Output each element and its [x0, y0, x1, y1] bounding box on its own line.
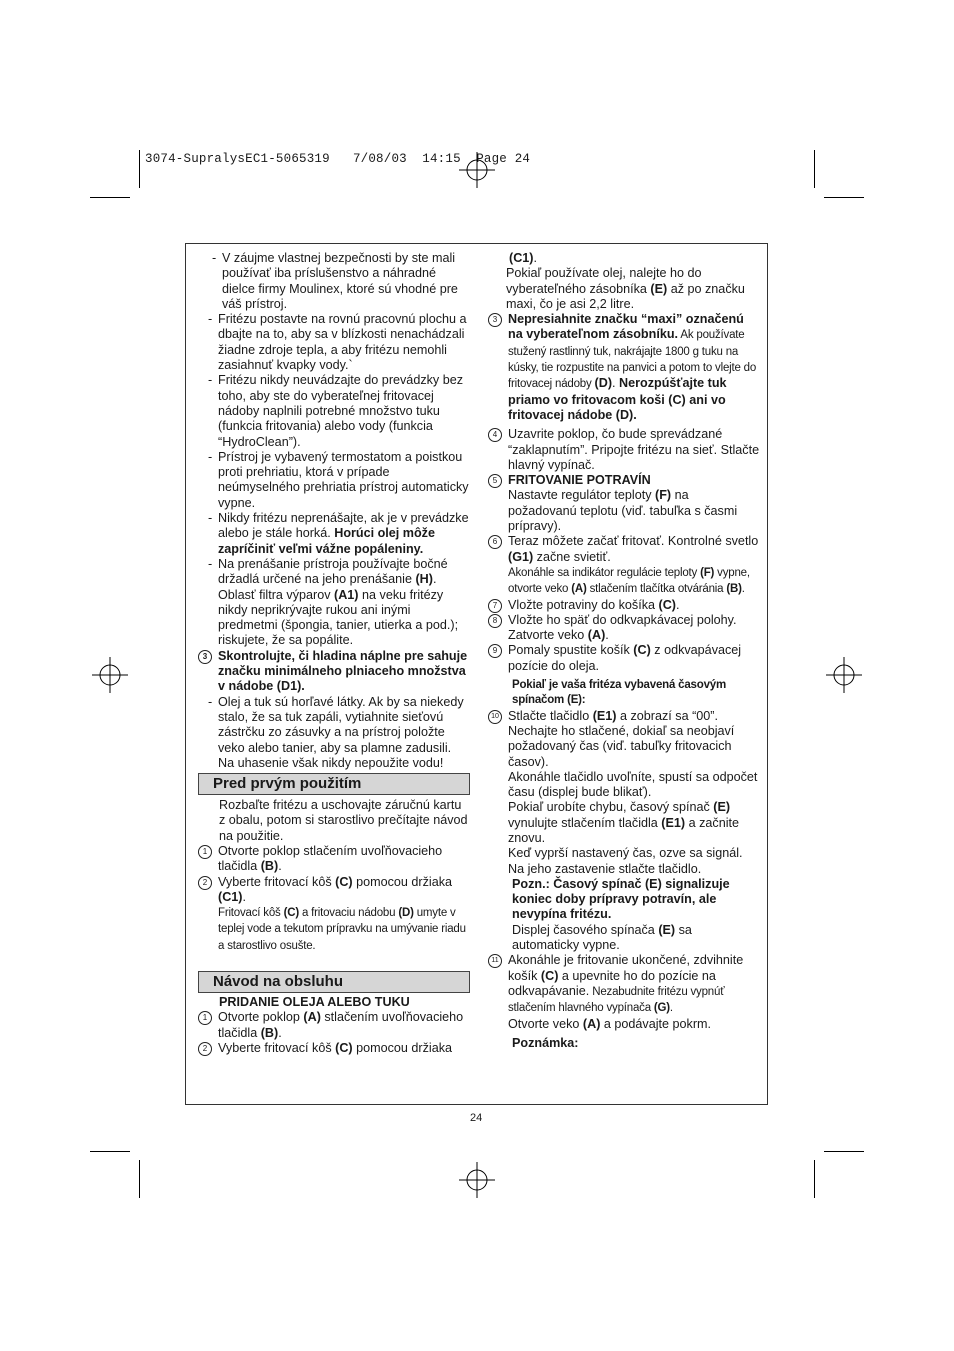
slug-time: 14:15 [422, 152, 461, 166]
numbered-step: 9 Pomaly spustite košík (C) z odkvapávacej pozície do oleja. [488, 643, 760, 674]
registration-mark-icon [92, 657, 128, 693]
step-number-icon: 11 [488, 954, 502, 968]
crop-mark [139, 1160, 140, 1198]
subheading: Pokiaľ je vaša fritéza vybavená časovým spínačom (E): [512, 679, 726, 707]
registration-mark-icon [459, 1162, 495, 1198]
section-heading: Pred prvým použitím [198, 773, 470, 795]
numbered-step: 10 Stlačte tlačidlo (E1) a zobrazí sa “00”. Nechajte ho stlačené, dokiaľ sa neobjaví požadovaný čas (viď. tabuľky fritovacich časov). Akonáhle tlačidlo uvoľníte, spustí sa odpočet času (displej bude blikať). Pokiaľ urobíte chybu, časový spínač (E) vynulujte stlačením tlačidla (E1) a začnite znovu. Keď vyprší nastavený čas, ozve sa signál. Na jeho zastavenie stlačte tlačidlo. [488, 709, 760, 877]
numbered-step: 7 Vložte potraviny do košíka (C). [488, 598, 760, 613]
step-number-icon: 4 [488, 428, 502, 442]
numbered-step: 3 Nepresiahnite značku “maxi” označenú na vyberateľnom zásobníku. Ak používate stužený rastlinný tuk, nakrájajte 1800 g tuku na kúsky, tie rozpustite na panvici a potom to vlejte do fritovacej nádoby (D). Nerozpúšťajte tuk priamo vo fritovacom koši (C) ani vo fritovacej nádobe (D). [488, 312, 760, 423]
step-number-icon: 5 [488, 474, 502, 488]
list-item: - Prístroj je vybavený termostatom a poistkou proti prehriatiu, ktorá v prípade neúmyselného prehriatia prístroj automaticky vypne. [208, 450, 470, 511]
list-item: - V záujme vlastnej bezpečnosti by ste mali používať iba príslušenstvo a náhradné dielce firmy Moulinex, ktoré sú vhodné pre váš prístroj. [212, 251, 470, 312]
page-number: 24 [470, 1112, 483, 1124]
step-number-icon: 9 [488, 644, 502, 658]
note: Pozn.: Časový spínač (E) signalizuje koniec doby prípravy potravín, ale nevypína fritézu. [512, 876, 730, 922]
numbered-step: 11 Akonáhle je fritovanie ukončené, zdvihnite košík (C) a upevnite ho do pozície na odkvapávanie. Nezabudnite fritézu vypnúť stlačením hlavného vypínača (G). Otvorte veko (A) a podávajte pokrm. [488, 953, 760, 1031]
list-item: - Na prenášanie prístroja používajte bočné držadlá určené na jeho prenášanie (H). Oblasť filtra výparov (A1) na veku fritézy nikdy neprikrývajte rukou ani inými predmetmi (špongia, tanier, utierka a pod.); riskujete, že sa popálite. [208, 557, 470, 649]
numbered-step: 3 Skontrolujte, či hladina náplne pre sahuje značku minimálneho plniaceho množstva v nádobe (D1). [198, 649, 470, 695]
step-number-icon: 3 [198, 650, 212, 664]
step-number-icon: 2 [198, 1042, 212, 1056]
numbered-step: 2 Vyberte fritovací kôš (C) pomocou držiaka (C1). Fritovací kôš (C) a fritovaciu nádobu (D) umyte v teplej vode a tekutom prípravku na umývanie riadu a starostlivo osušte. [198, 875, 470, 954]
numbered-step: 6 Teraz môžete začať fritovať. Kontrolné svetlo (G1) začne svietiť. Akonáhle sa indikátor regulácie teploty (F) vypne, otvorte veko (A) stlačením tlačítka otváránia (B). [488, 534, 760, 597]
step-number-icon: 7 [488, 599, 502, 613]
crop-mark [90, 1151, 130, 1152]
list-item: - Nikdy fritézu neprenášajte, ak je v prevádzke alebo je stále horká. Horúci olej môže zapríčiniť veľmi vážne popáleniny. [208, 511, 470, 557]
crop-mark [139, 150, 140, 188]
step-number-icon: 1 [198, 845, 212, 859]
slug-page: Page 24 [476, 152, 531, 166]
registration-mark-icon [459, 152, 495, 188]
crop-mark [824, 1151, 864, 1152]
numbered-step: 8 Vložte ho späť do odkvapkávacej polohy. Zatvorte veko (A). [488, 613, 760, 644]
note-label: Poznámka: [512, 1035, 579, 1050]
step-number-icon: 8 [488, 614, 502, 628]
paragraph: Pokiaľ používate olej, nalejte ho do vyberateľného zásobníka (E) až po značku maxi, čo je asi 2,2 litre. [506, 266, 745, 311]
step-number-icon: 10 [488, 710, 502, 724]
crop-mark [814, 1160, 815, 1198]
paragraph: Displej časového spínača (E) sa automaticky vypne. [512, 922, 692, 953]
paragraph: Rozbaľte fritézu a uschovajte záručnú kartu z obalu, potom si starostlivo prečítajte návod na použitie. [219, 798, 468, 843]
numbered-step: 5 FRITOVANIE POTRAVÍN Nastavte regulátor teploty (F) na požadovanú teplotu (viď. tabuľka s časmi prípravy). [488, 473, 760, 534]
left-column [198, 251, 470, 1056]
crop-mark [824, 197, 864, 198]
crop-mark [814, 150, 815, 188]
step-number-icon: 2 [198, 876, 212, 890]
step-number-icon: 3 [488, 313, 502, 327]
subheading: PRIDANIE OLEJA ALEBO TUKU [219, 995, 410, 1010]
list-item: - Fritézu postavte na rovnú pracovnú plochu a dbajte na to, aby sa v blízkosti nenachádzali žiadne zdroje tepla, a aby fritézu nemohli zasiahnuť kvapky vody.` [208, 312, 470, 373]
crop-mark [90, 197, 130, 198]
list-item: - Fritézu nikdy neuvádzajte do prevádzky bez toho, aby ste do vyberateľnej fritovacej nádoby naplnili potrebné množstvo tuku (funkcia fritovania) alebo vody (funkcia “HydroClean”). [208, 373, 470, 449]
section-heading: Návod na obsluhu [198, 971, 470, 993]
slug-code: 3074-SupralysEC1-5065319 [145, 152, 330, 166]
numbered-step: 2 Vyberte fritovací kôš (C) pomocou držiaka [198, 1041, 470, 1056]
right-column [488, 251, 760, 1051]
numbered-step: 4 Uzavrite poklop, čo bude sprevádzané “zaklapnutím”. Pripojte fritézu na sieť. Stlačte hlavný vypínač. [488, 427, 760, 473]
registration-mark-icon [826, 657, 862, 693]
numbered-step: 1 Otvorte poklop stlačením uvoľňovacieho tlačidla (B). [198, 844, 470, 875]
step-number-icon: 6 [488, 535, 502, 549]
numbered-step: 1 Otvorte poklop (A) stlačením uvoľňovacieho tlačidla (B). [198, 1010, 470, 1041]
paragraph: (C1). [509, 251, 537, 265]
step-number-icon: 1 [198, 1011, 212, 1025]
list-item: - Olej a tuk sú horľavé látky. Ak by sa niekedy stalo, že sa tuk zapáli, vytiahnite sieťovú zástrčku zo zásuvky a na prístroj položte veko alebo tanier, aby sa plamne zadusili. Na uhasenie však nikdy nepoužite vodu! [208, 695, 470, 771]
slug-date: 7/08/03 [352, 152, 407, 166]
